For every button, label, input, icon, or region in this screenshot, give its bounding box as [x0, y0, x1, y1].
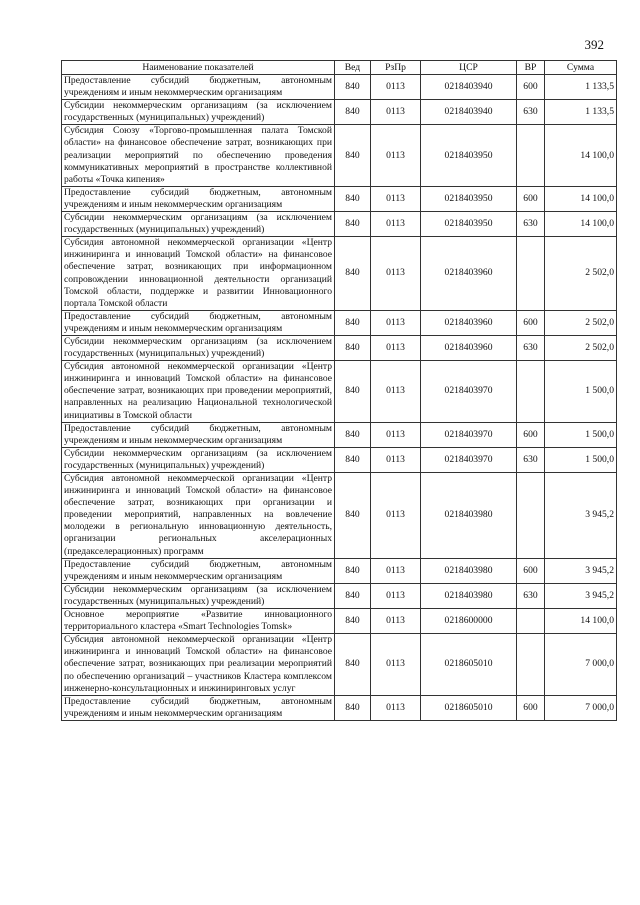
row-name-cell: Субсидия автономной некоммерческой организации «Центр инжиниринга и инноваций Томской области» на финансовое обеспечение затрат, возникающих при проведении мероприятий, направленных на реализацию Национальной технологической инициативы в Томской области [62, 361, 335, 422]
row-vr-cell: 630 [517, 335, 545, 360]
table-row [62, 473, 617, 559]
row-name-cell: Субсидия автономной некоммерческой организации «Центр инжиниринга и инноваций Томской области» на финансовое обеспечение затрат, возникающих при организации и проведении мероприятий, направленных на вовлечение молодежи в региональную инновационную деятельность, организации региональных акселерационных (предакселерационных) программ [62, 473, 335, 559]
row-ved-cell: 840 [335, 212, 371, 237]
row-csr-cell: 0218403960 [421, 335, 517, 360]
row-csr-cell: 0218403970 [421, 422, 517, 447]
row-sum-cell: 14 100,0 [545, 212, 617, 237]
table-body [62, 75, 617, 721]
row-ved-cell: 840 [335, 186, 371, 211]
table-row [62, 75, 617, 100]
row-rzpr-cell: 0113 [371, 695, 421, 720]
row-vr-cell: 600 [517, 75, 545, 100]
row-ved-cell: 840 [335, 361, 371, 422]
row-vr-cell [517, 237, 545, 311]
row-vr-cell: 600 [517, 695, 545, 720]
header-vr: ВР [517, 61, 545, 75]
row-sum-cell: 3 945,2 [545, 473, 617, 559]
row-vr-cell: 630 [517, 583, 545, 608]
row-ved-cell: 840 [335, 609, 371, 634]
row-ved-cell: 840 [335, 310, 371, 335]
table-row [62, 335, 617, 360]
row-name-cell: Основное мероприятие «Развитие инновационного территориального кластера «Smart Technologies Tomsk» [62, 609, 335, 634]
row-sum-cell: 2 502,0 [545, 335, 617, 360]
row-name-cell: Субсидия автономной некоммерческой организации «Центр инжиниринга и инноваций Томской области» на финансовое обеспечение затрат, возникающих при реализации мероприятий по обеспечению организаций – участников Кластера комплексом инженерно-консультационных и инжиниринговых услуг [62, 634, 335, 695]
row-name-cell: Предоставление субсидий бюджетным, автономным учреждениям и иным некоммерческим организациям [62, 186, 335, 211]
table-row [62, 695, 617, 720]
row-rzpr-cell: 0113 [371, 212, 421, 237]
table-row [62, 609, 617, 634]
row-csr-cell: 0218403980 [421, 473, 517, 559]
row-vr-cell [517, 473, 545, 559]
header-ved: Вед [335, 61, 371, 75]
row-rzpr-cell: 0113 [371, 125, 421, 186]
row-ved-cell: 840 [335, 473, 371, 559]
row-csr-cell: 0218403970 [421, 447, 517, 472]
row-sum-cell: 1 133,5 [545, 75, 617, 100]
row-sum-cell: 3 945,2 [545, 583, 617, 608]
row-sum-cell: 7 000,0 [545, 695, 617, 720]
row-csr-cell: 0218403940 [421, 75, 517, 100]
row-name-cell: Субсидии некоммерческим организациям (за исключением государственных (муниципальных) учреждений) [62, 583, 335, 608]
row-rzpr-cell: 0113 [371, 634, 421, 695]
row-csr-cell: 0218600000 [421, 609, 517, 634]
row-ved-cell: 840 [335, 100, 371, 125]
row-ved-cell: 840 [335, 75, 371, 100]
row-vr-cell: 600 [517, 186, 545, 211]
row-rzpr-cell: 0113 [371, 558, 421, 583]
table-row [62, 125, 617, 186]
row-csr-cell: 0218403960 [421, 237, 517, 311]
header-rzpr: РзПр [371, 61, 421, 75]
row-rzpr-cell: 0113 [371, 186, 421, 211]
row-sum-cell: 3 945,2 [545, 558, 617, 583]
row-ved-cell: 840 [335, 583, 371, 608]
row-vr-cell: 630 [517, 100, 545, 125]
row-vr-cell: 630 [517, 447, 545, 472]
row-name-cell: Предоставление субсидий бюджетным, автономным учреждениям и иным некоммерческим организациям [62, 695, 335, 720]
row-csr-cell: 0218605010 [421, 634, 517, 695]
header-name: Наименование показателей [62, 61, 335, 75]
table-row [62, 447, 617, 472]
row-csr-cell: 0218403970 [421, 361, 517, 422]
row-name-cell: Предоставление субсидий бюджетным, автономным учреждениям и иным некоммерческим организациям [62, 558, 335, 583]
row-rzpr-cell: 0113 [371, 583, 421, 608]
row-sum-cell: 1 133,5 [545, 100, 617, 125]
row-sum-cell: 7 000,0 [545, 634, 617, 695]
header-csr: ЦСР [421, 61, 517, 75]
row-sum-cell: 14 100,0 [545, 186, 617, 211]
row-csr-cell: 0218403980 [421, 558, 517, 583]
row-sum-cell: 2 502,0 [545, 310, 617, 335]
row-vr-cell: 630 [517, 212, 545, 237]
table-row [62, 212, 617, 237]
row-csr-cell: 0218403980 [421, 583, 517, 608]
table-row [62, 558, 617, 583]
row-ved-cell: 840 [335, 422, 371, 447]
table-header-row [62, 61, 617, 75]
row-vr-cell [517, 609, 545, 634]
row-rzpr-cell: 0113 [371, 310, 421, 335]
row-vr-cell [517, 634, 545, 695]
row-rzpr-cell: 0113 [371, 237, 421, 311]
row-ved-cell: 840 [335, 558, 371, 583]
row-name-cell: Предоставление субсидий бюджетным, автономным учреждениям и иным некоммерческим организациям [62, 75, 335, 100]
table-row [62, 361, 617, 422]
row-ved-cell: 840 [335, 237, 371, 311]
page-number: 392 [584, 37, 604, 52]
row-vr-cell [517, 125, 545, 186]
row-sum-cell: 14 100,0 [545, 609, 617, 634]
table-row [62, 186, 617, 211]
row-sum-cell: 1 500,0 [545, 361, 617, 422]
row-ved-cell: 840 [335, 125, 371, 186]
row-name-cell: Субсидия автономной некоммерческой организации «Центр инжиниринга и инноваций Томской области» на финансовое обеспечение затрат, возникающих при информационном сопровождении инновационной деятельности организаций Томской области, поддержке и развитии Инновационного портала Томской области [62, 237, 335, 311]
row-rzpr-cell: 0113 [371, 609, 421, 634]
row-vr-cell [517, 361, 545, 422]
row-rzpr-cell: 0113 [371, 75, 421, 100]
row-csr-cell: 0218403950 [421, 125, 517, 186]
row-name-cell: Субсидии некоммерческим организациям (за исключением государственных (муниципальных) учреждений) [62, 335, 335, 360]
row-sum-cell: 1 500,0 [545, 447, 617, 472]
row-name-cell: Субсидия Союзу «Торгово-промышленная палата Томской области» на финансовое обеспечение затрат, возникающих при реализации мероприятий по обеспечению проведения коммуникативных мероприятий в пространстве коллективной работы «Точка кипения» [62, 125, 335, 186]
row-sum-cell: 14 100,0 [545, 125, 617, 186]
row-ved-cell: 840 [335, 695, 371, 720]
row-vr-cell: 600 [517, 558, 545, 583]
header-sum: Сумма [545, 61, 617, 75]
row-rzpr-cell: 0113 [371, 422, 421, 447]
row-name-cell: Предоставление субсидий бюджетным, автономным учреждениям и иным некоммерческим организациям [62, 422, 335, 447]
table-row [62, 100, 617, 125]
table-row [62, 583, 617, 608]
row-vr-cell: 600 [517, 422, 545, 447]
table-row [62, 634, 617, 695]
budget-table [61, 60, 617, 721]
row-rzpr-cell: 0113 [371, 361, 421, 422]
table-row [62, 237, 617, 311]
row-csr-cell: 0218605010 [421, 695, 517, 720]
row-csr-cell: 0218403940 [421, 100, 517, 125]
row-csr-cell: 0218403950 [421, 212, 517, 237]
row-name-cell: Предоставление субсидий бюджетным, автономным учреждениям и иным некоммерческим организациям [62, 310, 335, 335]
row-ved-cell: 840 [335, 335, 371, 360]
row-name-cell: Субсидии некоммерческим организациям (за исключением государственных (муниципальных) учреждений) [62, 447, 335, 472]
row-name-cell: Субсидии некоммерческим организациям (за исключением государственных (муниципальных) учреждений) [62, 212, 335, 237]
row-rzpr-cell: 0113 [371, 447, 421, 472]
row-csr-cell: 0218403950 [421, 186, 517, 211]
row-rzpr-cell: 0113 [371, 335, 421, 360]
row-name-cell: Субсидии некоммерческим организациям (за исключением государственных (муниципальных) учреждений) [62, 100, 335, 125]
row-csr-cell: 0218403960 [421, 310, 517, 335]
row-rzpr-cell: 0113 [371, 100, 421, 125]
row-vr-cell: 600 [517, 310, 545, 335]
row-ved-cell: 840 [335, 447, 371, 472]
table-row [62, 422, 617, 447]
row-rzpr-cell: 0113 [371, 473, 421, 559]
row-ved-cell: 840 [335, 634, 371, 695]
row-sum-cell: 1 500,0 [545, 422, 617, 447]
row-sum-cell: 2 502,0 [545, 237, 617, 311]
table-row [62, 310, 617, 335]
